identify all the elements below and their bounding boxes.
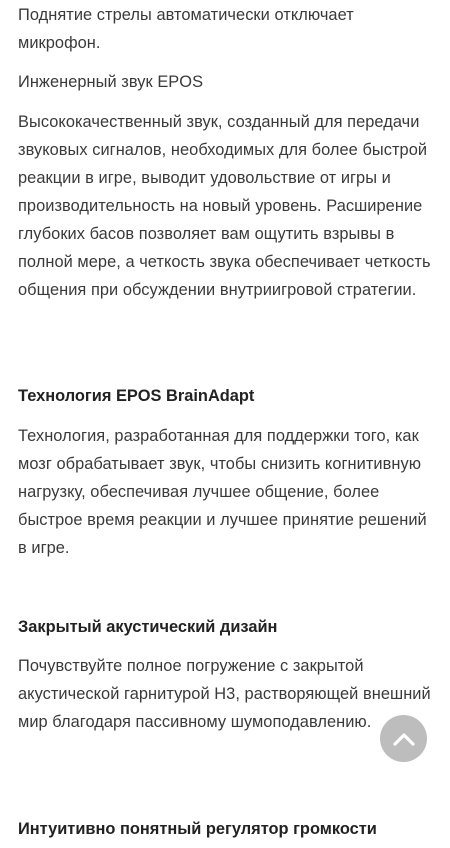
engineered-sound-title: Инженерный звук EPOS [18, 73, 204, 91]
volume-control-heading: Интуитивно понятный регулятор громкости [18, 820, 377, 838]
chevron-up-icon [392, 731, 416, 747]
brainadapt-heading: Технология EPOS BrainAdapt [18, 387, 255, 405]
brainadapt-paragraph: Технология, разработанная для поддержки того, как мозг обрабатывает звук, чтобы снизить когнитивную нагрузку, обеспечивая лучшее общение, более быстрое время реакции и лучшее принятие решений в игре. [18, 427, 427, 557]
closed-design-heading: Закрытый акустический дизайн [18, 618, 278, 636]
engineered-sound-paragraph: Высококачественный звук, созданный для передачи звуковых сигналов, необходимых для более быстрой реакции в игре, выводит удовольствие от игры и производительность на новый уровень. Расширение глубоких басов позволяет вам ощутить взрывы в полной мере, а четкость звука обеспечивает четкость общения при обсуждении внутриигровой стратегии. [18, 113, 431, 299]
closed-design-paragraph: Почувствуйте полное погружение с закрытой акустической гарнитурой H3, растворяющей внешний мир благодаря пассивному шумоподавлению. [18, 657, 431, 731]
intro-paragraph: Поднятие стрелы автоматически отключает микрофон. [18, 6, 354, 52]
scroll-to-top-button[interactable] [380, 715, 427, 762]
